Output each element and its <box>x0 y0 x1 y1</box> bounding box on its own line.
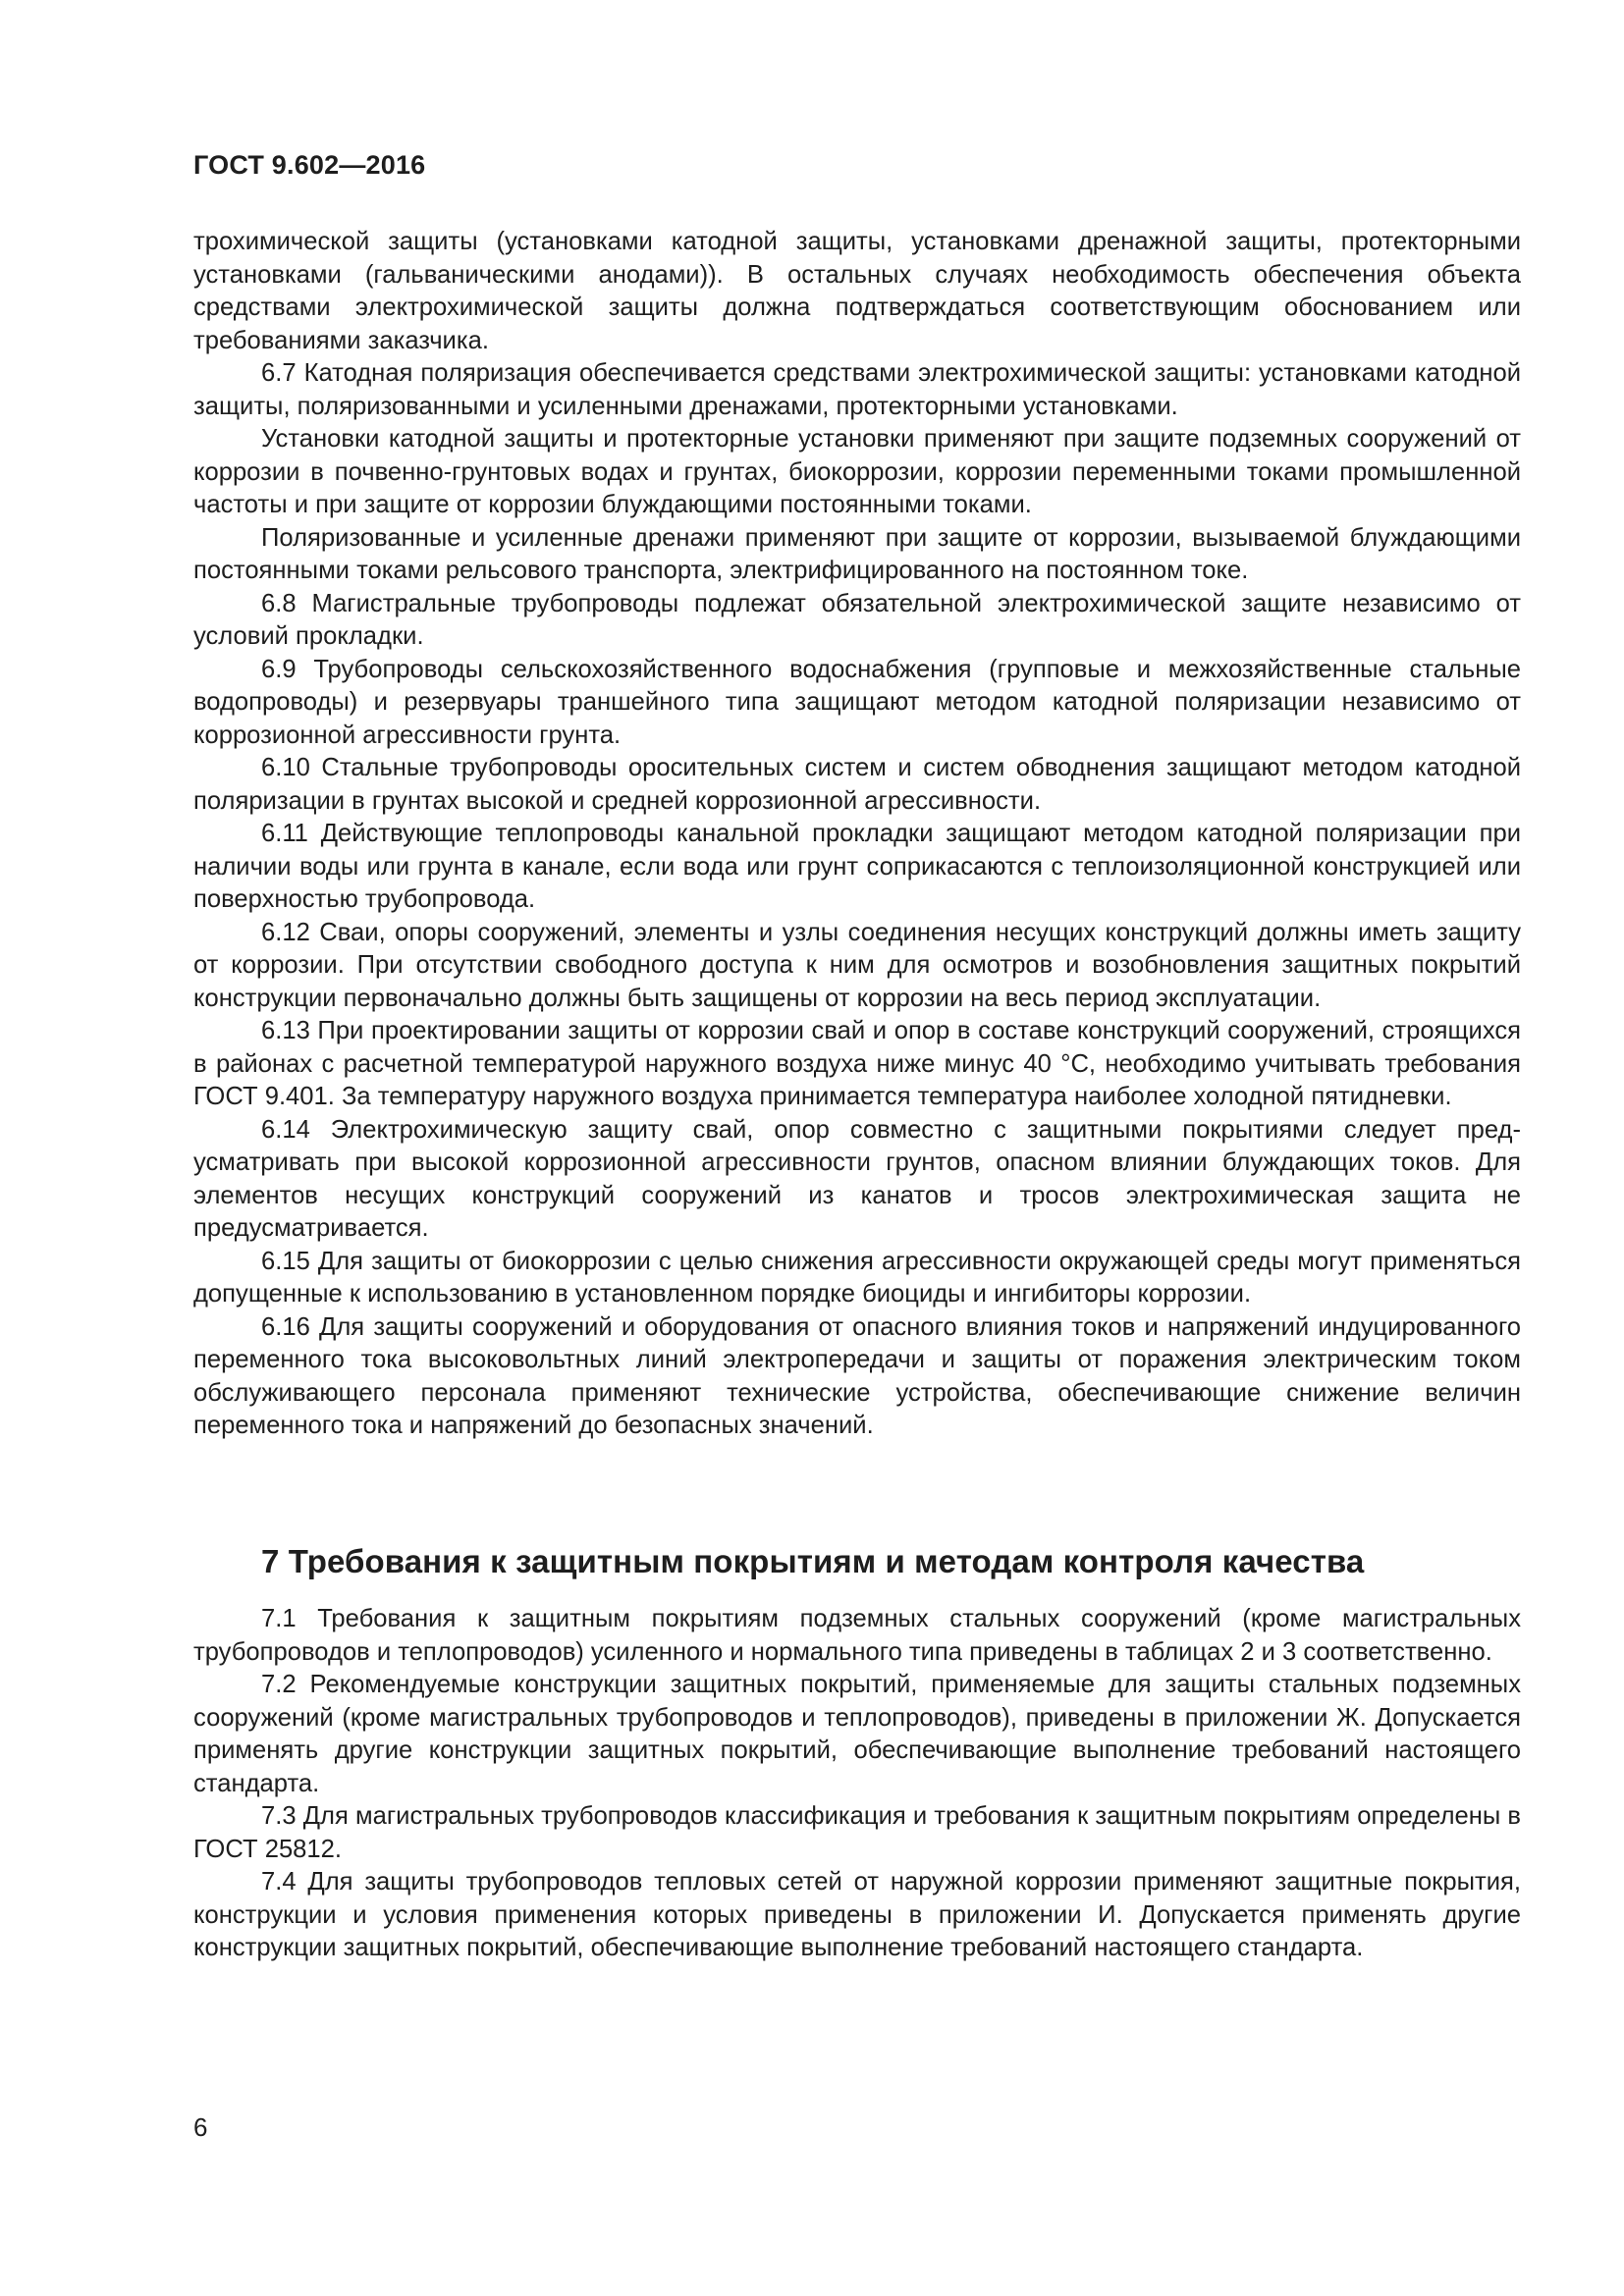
paragraph-6-8: 6.8 Магистральные трубопроводы подлежат обязательной электрохимической защите независимо от условий прокладки. <box>193 589 1521 650</box>
paragraph-6-15: 6.15 Для защиты от биокоррозии с целью снижения агрессивности окружающей среды могут применяться допущенные к использованию в установленном порядке биоциды и ингибиторы коррозии. <box>193 1247 1521 1308</box>
paragraph-6-14: 6.14 Электрохимическую защиту свай, опор совместно с защитными покрытиями следует предусматривать при высокой коррозионной агрессивности грунтов, опасном влиянии блуждающих токов. Для элементов несущих конструкций сооружений из канатов и тросов электрохимическая защита не предусматривается. <box>193 1115 1521 1242</box>
paragraph-6-9: 6.9 Трубопроводы сельскохозяйственного водоснабжения (групповые и межхозяйственные стальные водопроводы) и резервуары траншейного типа защищают методом катодной поляризации независимо от коррозионной агрессивности грунта. <box>193 655 1521 749</box>
paragraph-6-11: 6.11 Действующие теплопроводы канальной прокладки защищают методом катодной поляризации при наличии воды или грунта в канале, если вода или грунт соприкасаются с теплоизоляционной конструкцией или поверхностью трубопровода. <box>193 820 1521 913</box>
paragraph-7-3: 7.3 Для магистральных трубопроводов классификация и требования к защитным покрытиям определены в ГОСТ 25812. <box>193 1802 1521 1863</box>
paragraph-7-4: 7.4 Для защиты трубопроводов тепловых сетей от наружной коррозии применяют защитные покрытия, конструкции и условия применения которых приведены в приложении И. Допускается применять другие конструкции защитных покрытий, обеспечивающие выполнение требований настоящего стандарта. <box>193 1868 1521 1961</box>
body-text-section-6 <box>193 226 1521 1443</box>
paragraph-7-2: 7.2 Рекомендуемые конструкции защитных покрытий, применяемые для защиты стальных подземных сооружений (кроме магистральных трубопроводов и теплопроводов), приведены в приложении Ж. Допускается применять другие конструкции защитных покрытий, обеспечивающие выполнение требований настоящего стандарта. <box>193 1671 1521 1797</box>
paragraph-7-1: 7.1 Требования к защитным покрытиям подземных стальных сооружений (кроме магистральных трубопроводов и теплопроводов) усиленного и нормального типа приведены в таблицах 2 и 3 соответственно. <box>193 1605 1521 1666</box>
paragraph-6-7-cathodic: Установки катодной защиты и протекторные установки применяют при защите подземных сооружений от коррозии в почвенно-грунтовых водах и грунтах, биокоррозии, коррозии переменными токами промышленной частоты и при защите от коррозии блуждающими постоянными токами. <box>193 425 1521 518</box>
section-heading-7: 7 Требования к защитным покрытиям и методам контроля качества <box>261 1543 1365 1579</box>
paragraph-continuation: трохимической защиты (установками катодной защиты, установками дренажной защиты, протекторными установками (гальваническими анодами)). В остальных случаях необходимость обеспечения объекта средствами электрохимической защиты должна подтверждаться соответствующим обоснованием или требованиями заказчика. <box>193 228 1521 354</box>
page-number: 6 <box>193 2112 208 2142</box>
paragraph-6-10: 6.10 Стальные трубопроводы оросительных систем и систем обводнения защищают методом катодной поляризации в грунтах высокой и средней коррозионной агрессивности. <box>193 754 1521 815</box>
paragraph-6-7: 6.7 Катодная поляризация обеспечивается средствами электрохимической защиты: установками катодной защиты, поляризованными и усиленными дренажами, протекторными установками. <box>193 359 1521 420</box>
paragraph-6-7-drainage: Поляризованные и усиленные дренажи применяют при защите от коррозии, вызываемой блуждающими постоянными токами рельсового транспорта, электрифицированного на постоянном токе. <box>193 523 1521 584</box>
body-text-section-7 <box>193 1603 1521 1965</box>
document-header: ГОСТ 9.602—2016 <box>193 150 426 180</box>
paragraph-6-16: 6.16 Для защиты сооружений и оборудования от опасного влияния токов и напряжений индуцированного переменного тока высоковольтных линий электропередачи и защиты от поражения электрическим током обслуживающего персонала применяют технические устройства, обеспечивающие снижение величин переменного тока и напряжений до безопасных значений. <box>193 1312 1521 1439</box>
paragraph-6-12: 6.12 Сваи, опоры сооружений, элементы и узлы соединения несущих конструкций должны иметь защиту от коррозии. При отсутствии свободного доступа к ним для осмотров и возобновления защитных покрытий конструкции первоначально должны быть защищены от коррозии на весь период эксплуатации. <box>193 918 1521 1012</box>
paragraph-6-13: 6.13 При проектировании защиты от коррозии свай и опор в составе конструкций сооружений, строящихся в районах с расчетной температурой наружного воздуха ниже минус 40 °С, необходимо учитывать требования ГОСТ 9.401. За температуру наружного воздуха принимается температура наиболее холодной пятидневки. <box>193 1017 1521 1110</box>
